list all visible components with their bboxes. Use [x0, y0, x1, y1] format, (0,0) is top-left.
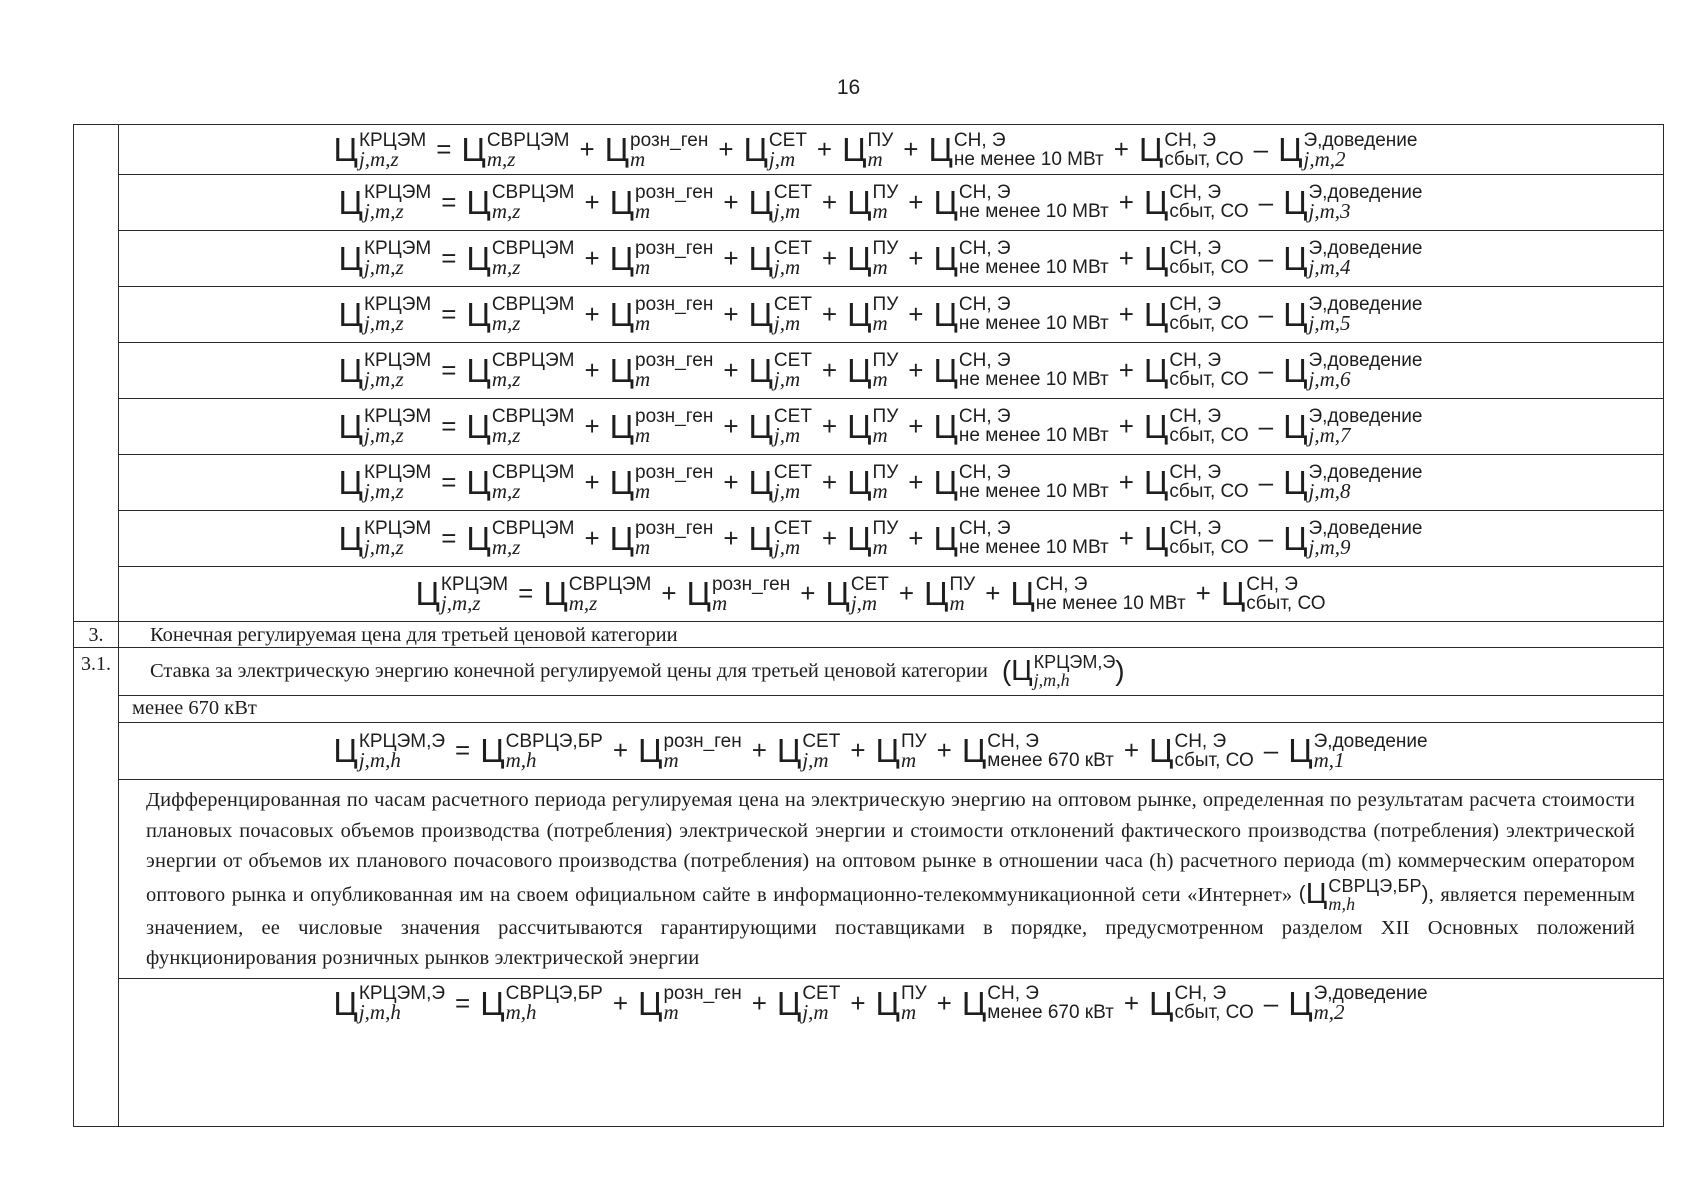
- svrce-br-symbol: Ц СВРЦЭ,БР m,h: [480, 983, 603, 1024]
- operator: +: [584, 522, 600, 553]
- set-symbol: Ц СЕТ j,m: [748, 294, 812, 335]
- operator: +: [1113, 134, 1129, 164]
- operator: =: [441, 410, 457, 441]
- operator: +: [723, 298, 739, 329]
- dovedenie-symbol: Ц Э,доведение j,m,9: [1283, 518, 1423, 559]
- pu-symbol: Ц ПУ m: [847, 518, 899, 559]
- operator: –: [1258, 466, 1274, 497]
- formula-row: [118, 454, 1663, 510]
- krcem-symbol: Ц КРЦЭМ j,m,z: [338, 350, 432, 391]
- operator: +: [1118, 242, 1134, 273]
- svrcem-symbol: Ц СВРЦЭМ m,z: [466, 238, 575, 279]
- svrcem-symbol: Ц СВРЦЭМ m,z: [466, 518, 575, 559]
- krcem-e-inline-symbol: ( Ц КРЦЭМ,Э j,m,h ): [1001, 652, 1125, 690]
- svrcem-symbol: Ц СВРЦЭМ m,z: [466, 462, 575, 503]
- formula-row: [118, 230, 1663, 286]
- formula-row-670-2: [118, 978, 1663, 1128]
- sn-10mw-symbol: Ц СН, Э не менее 10 МВт: [933, 182, 1109, 222]
- operator: +: [1118, 298, 1134, 329]
- operator: +: [723, 466, 739, 497]
- set-symbol: Ц СЕТ j,m: [748, 518, 812, 559]
- description-paragraph: Дифференцированная по часам расчетного периода регулируемая цена на электрическую энергию на оптовом рынке, определенная по результатам расчета стоимости плановых почасовых объемов производства (потребления) электрической энергии и стоимости отклонений фактического производства (потребления) электрической энергии от объемов их планового почасового производства (потребления) на оптовом рынке в отношении часа (h) расчетного периода (m) коммерческим оператором оптового рынка и опубликованная им на своем официальном сайте в информационно-телекоммуникационной сети «Интернет» ( Ц СВРЦЭ,БР m,h ), является переменным значением, ее числовые значения рассчитываются гарантирующими поставщиками в порядке, предусмотренном разделом XII Основных положений функционирования розничных рынков электрической энергии: [146, 789, 1635, 969]
- operator: –: [1258, 522, 1274, 553]
- krcem-symbol: Ц КРЦЭМ j,m,z: [338, 462, 432, 503]
- operator: –: [1253, 134, 1269, 164]
- rozn-gen-symbol: Ц розн_ген m: [609, 182, 714, 223]
- pu-symbol: Ц ПУ m: [924, 573, 976, 615]
- operator: +: [584, 466, 600, 497]
- krcem-e-symbol: Ц КРЦЭМ,Э j,m,h: [333, 983, 446, 1024]
- svrcem-symbol: Ц СВРЦЭМ m,z: [466, 182, 575, 223]
- krcem-symbol: Ц КРЦЭМ j,m,z: [338, 182, 432, 223]
- svrcem-symbol: Ц СВРЦЭМ m,z: [461, 129, 570, 171]
- operator: +: [584, 298, 600, 329]
- pu-symbol: Ц ПУ m: [847, 238, 899, 279]
- operator: +: [723, 354, 739, 385]
- sn-sbyt-symbol: Ц СН, Э сбыт, СО: [1143, 294, 1249, 334]
- operator: =: [441, 466, 457, 497]
- formula-row: [118, 125, 1663, 174]
- operator: +: [1123, 735, 1140, 765]
- operator: +: [1118, 410, 1134, 441]
- operator: +: [821, 410, 838, 441]
- rozn-gen-symbol: Ц розн_ген m: [609, 350, 714, 391]
- operator: +: [723, 410, 739, 441]
- operator: +: [579, 134, 595, 164]
- operator: =: [441, 522, 457, 553]
- operator: +: [821, 242, 838, 273]
- operator: +: [1118, 466, 1134, 497]
- set-symbol: Ц СЕТ j,m: [743, 129, 807, 171]
- operator: +: [903, 134, 919, 164]
- sn-670kw-symbol: Ц СН, Э менее 670 кВт: [961, 730, 1114, 771]
- less-670-label: менее 670 кВт: [132, 697, 257, 719]
- operator: +: [584, 410, 600, 441]
- sn-sbyt-symbol: Ц СН, Э сбыт, СО: [1149, 983, 1254, 1023]
- operator: –: [1258, 186, 1274, 217]
- operator: +: [898, 578, 915, 608]
- operator: +: [936, 987, 952, 1018]
- set-symbol: Ц СЕТ j,m: [748, 350, 812, 391]
- sn-10mw-symbol: Ц СН, Э не менее 10 МВт: [1010, 573, 1186, 614]
- svrce-br-inline-symbol: ( Ц СВРЦЭ,БР m,h ): [1298, 875, 1429, 914]
- pu-symbol: Ц ПУ m: [847, 182, 899, 223]
- operator: +: [584, 186, 600, 217]
- operator: –: [1258, 298, 1274, 329]
- set-symbol: Ц СЕТ j,m: [748, 182, 812, 223]
- svrcem-symbol: Ц СВРЦЭМ m,z: [466, 406, 575, 447]
- formula-row: [118, 342, 1663, 398]
- operator: +: [908, 410, 924, 441]
- svrcem-symbol: Ц СВРЦЭМ m,z: [466, 350, 575, 391]
- krcem-symbol: Ц КРЦЭМ j,m,z: [415, 573, 509, 615]
- operator: =: [441, 242, 457, 273]
- formula-row-final: [118, 566, 1663, 621]
- dovedenie-symbol: Ц Э,доведение j,m,4: [1283, 238, 1423, 279]
- operator: +: [908, 242, 924, 273]
- operator: +: [850, 987, 866, 1018]
- formula-row: [118, 286, 1663, 342]
- sn-sbyt-symbol: Ц СН, Э сбыт, СО: [1143, 182, 1249, 222]
- operator: +: [584, 242, 600, 273]
- row-divider: [74, 621, 1663, 622]
- operator: –: [1258, 410, 1274, 441]
- rozn-gen-symbol: Ц розн_ген m: [609, 406, 714, 447]
- formula-table: [73, 124, 1664, 1127]
- operator: +: [908, 522, 924, 553]
- sn-sbyt-symbol: Ц СН, Э сбыт, СО: [1149, 730, 1254, 771]
- operator: +: [723, 186, 739, 217]
- operator: +: [1118, 522, 1134, 553]
- section-31-title: Ставка за электрическую энергию конечной регулируемой цены для третьей ценовой категории ( Ц КРЦЭМ,Э j,m,h ): [150, 652, 1125, 690]
- svrcem-symbol: Ц СВРЦЭМ m,z: [466, 294, 575, 335]
- section-3-title: Конечная регулируемая цена для третьей ценовой категории: [150, 623, 678, 646]
- operator: –: [1263, 735, 1279, 765]
- operator: +: [612, 735, 629, 765]
- formula-row: [118, 174, 1663, 230]
- set-symbol: Ц СЕТ j,m: [748, 238, 812, 279]
- pu-symbol: Ц ПУ m: [847, 350, 899, 391]
- krcem-symbol: Ц КРЦЭМ j,m,z: [333, 129, 427, 171]
- rozn-gen-symbol: Ц розн_ген m: [609, 294, 714, 335]
- operator: +: [908, 186, 924, 217]
- dovedenie-symbol: Ц Э,доведение j,m,8: [1283, 462, 1423, 503]
- set-symbol: Ц СЕТ j,m: [776, 730, 841, 772]
- sn-sbyt-symbol: Ц СН, Э сбыт, СО: [1143, 462, 1249, 502]
- formula-row: [118, 510, 1663, 566]
- sn-670kw-symbol: Ц СН, Э менее 670 кВт: [961, 983, 1114, 1023]
- formula-row-670-1: [118, 722, 1663, 779]
- section-number: 3.1.: [81, 653, 111, 675]
- rozn-gen-symbol: Ц розн_ген m: [604, 129, 709, 171]
- set-symbol: Ц СЕТ j,m: [748, 406, 812, 447]
- sn-10mw-symbol: Ц СН, Э не менее 10 МВт: [933, 518, 1109, 558]
- operator: +: [612, 987, 629, 1018]
- operator: +: [723, 242, 739, 273]
- operator: +: [908, 354, 924, 385]
- pu-symbol: Ц ПУ m: [875, 983, 927, 1024]
- pu-symbol: Ц ПУ m: [847, 406, 899, 447]
- sn-10mw-symbol: Ц СН, Э не менее 10 МВт: [933, 238, 1109, 278]
- svrce-br-symbol: Ц СВРЦЭ,БР m,h: [480, 730, 603, 772]
- operator: =: [436, 134, 452, 164]
- operator: –: [1263, 987, 1279, 1018]
- krcem-e-symbol: Ц КРЦЭМ,Э j,m,h: [333, 730, 446, 772]
- dovedenie-symbol: Ц Э,доведение j,m,7: [1283, 406, 1423, 447]
- operator: +: [821, 354, 838, 385]
- krcem-symbol: Ц КРЦЭМ j,m,z: [338, 238, 432, 279]
- formula-row: [118, 398, 1663, 454]
- operator: +: [723, 522, 739, 553]
- pu-symbol: Ц ПУ m: [842, 129, 894, 171]
- set-symbol: Ц СЕТ j,m: [825, 573, 889, 615]
- dovedenie-symbol: Ц Э,доведение j,m,5: [1283, 294, 1423, 335]
- operator: +: [821, 298, 838, 329]
- dovedenie-symbol: Ц Э,доведение j,m,3: [1283, 182, 1423, 223]
- operator: =: [518, 578, 534, 608]
- operator: +: [584, 354, 600, 385]
- sn-sbyt-symbol: Ц СН, Э сбыт, СО: [1143, 406, 1249, 446]
- rozn-gen-symbol: Ц розн_ген m: [609, 518, 714, 559]
- sn-sbyt-symbol: Ц СН, Э сбыт, СО: [1143, 518, 1249, 558]
- operator: +: [816, 134, 833, 164]
- operator: –: [1258, 242, 1274, 273]
- operator: +: [821, 186, 838, 217]
- section-number: 3.: [88, 624, 104, 646]
- operator: +: [908, 466, 924, 497]
- operator: –: [1258, 354, 1274, 385]
- sn-10mw-symbol: Ц СН, Э не менее 10 МВт: [933, 294, 1109, 334]
- krcem-symbol: Ц КРЦЭМ j,m,z: [338, 518, 432, 559]
- operator: +: [1195, 578, 1211, 608]
- operator: +: [821, 522, 838, 553]
- operator: +: [936, 735, 952, 765]
- sn-sbyt-symbol: Ц СН, Э сбыт, СО: [1143, 350, 1249, 390]
- sn-10mw-symbol: Ц СН, Э не менее 10 МВт: [933, 406, 1109, 446]
- operator: +: [1118, 186, 1134, 217]
- sn-10mw-symbol: Ц СН, Э не менее 10 МВт: [933, 462, 1109, 502]
- dovedenie-symbol: Ц Э,доведение j,m,2: [1278, 129, 1418, 171]
- dovedenie-symbol: Ц Э,доведение m,1: [1288, 730, 1428, 772]
- sn-sbyt-symbol: Ц СН, Э сбыт, СО: [1143, 238, 1249, 278]
- dovedenie-symbol: Ц Э,доведение m,2: [1288, 983, 1428, 1024]
- krcem-symbol: Ц КРЦЭМ j,m,z: [338, 294, 432, 335]
- operator: +: [661, 578, 677, 608]
- rozn-gen-symbol: Ц розн_ген m: [609, 238, 714, 279]
- operator: =: [455, 735, 471, 765]
- rozn-gen-symbol: Ц розн_ген m: [638, 730, 742, 772]
- sn-10mw-symbol: Ц СН, Э не менее 10 МВт: [928, 129, 1104, 170]
- set-symbol: Ц СЕТ j,m: [748, 462, 812, 503]
- operator: +: [1118, 354, 1134, 385]
- svrcem-symbol: Ц СВРЦЭМ m,z: [543, 573, 652, 615]
- dovedenie-symbol: Ц Э,доведение j,m,6: [1283, 350, 1423, 391]
- krcem-symbol: Ц КРЦЭМ j,m,z: [338, 406, 432, 447]
- sn-sbyt-symbol: Ц СН, Э сбыт, СО: [1138, 129, 1244, 170]
- operator: +: [800, 578, 816, 608]
- operator: +: [985, 578, 1001, 608]
- operator: +: [751, 735, 767, 765]
- operator: +: [821, 466, 838, 497]
- operator: +: [1123, 987, 1140, 1018]
- pu-symbol: Ц ПУ m: [847, 462, 899, 503]
- operator: +: [751, 987, 767, 1018]
- rozn-gen-symbol: Ц розн_ген m: [609, 462, 714, 503]
- set-symbol: Ц СЕТ j,m: [776, 983, 841, 1024]
- operator: +: [718, 134, 734, 164]
- sn-sbyt-symbol: Ц СН, Э сбыт, СО: [1220, 573, 1326, 614]
- operator: =: [441, 186, 457, 217]
- operator: =: [441, 298, 457, 329]
- operator: +: [908, 298, 924, 329]
- rozn-gen-symbol: Ц розн_ген m: [686, 573, 791, 615]
- operator: =: [455, 987, 471, 1018]
- pu-symbol: Ц ПУ m: [875, 730, 927, 772]
- operator: +: [850, 735, 866, 765]
- pu-symbol: Ц ПУ m: [847, 294, 899, 335]
- sn-10mw-symbol: Ц СН, Э не менее 10 МВт: [933, 350, 1109, 390]
- rozn-gen-symbol: Ц розн_ген m: [638, 983, 742, 1024]
- page-number: 16: [836, 76, 861, 99]
- operator: =: [441, 354, 457, 385]
